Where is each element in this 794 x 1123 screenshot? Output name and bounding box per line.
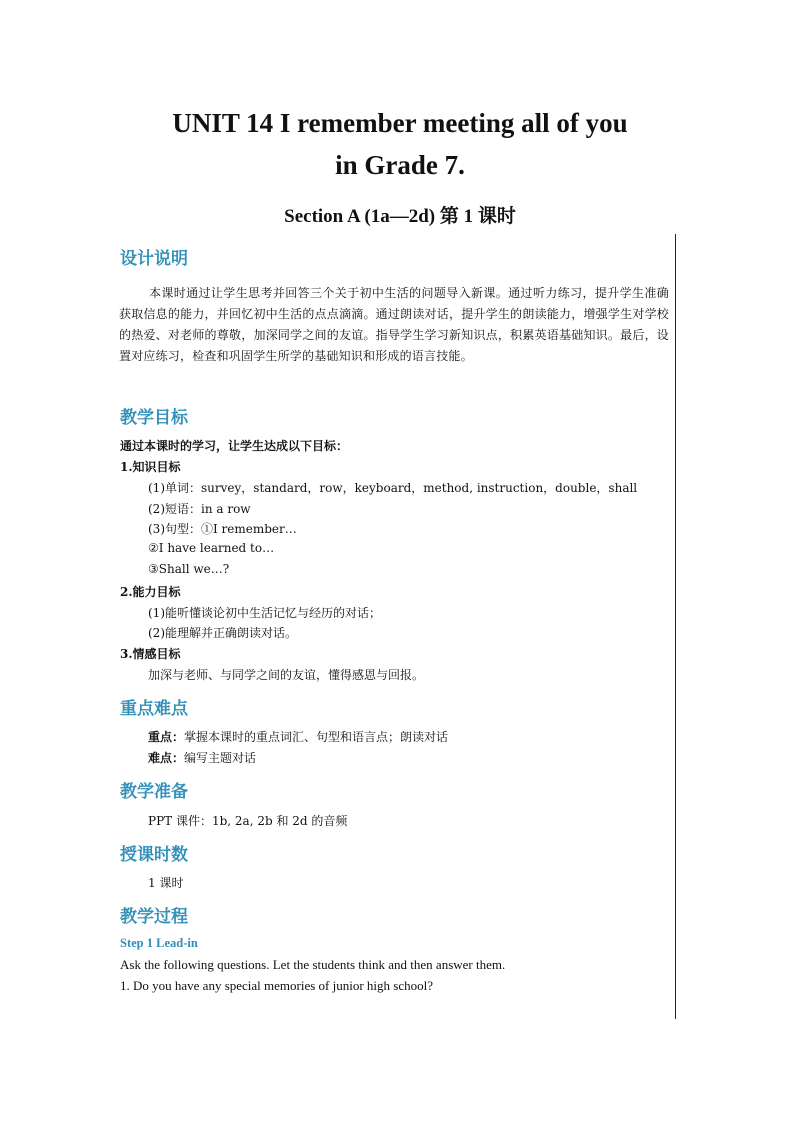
knowledge-phrases: (2)短语：in a row [148,502,251,516]
section-subtitle: Section A (1a—2d) 第 1 课时 [284,206,516,227]
knowledge-sentence-2: ②I have learned to… [148,541,275,555]
ability-goals-title: 2.能力目标 [120,585,181,599]
emotion-goal-1: 加深与老师、与同学之间的友谊，懂得感恩与回报。 [148,668,425,682]
difficulty-label: 难点： [148,751,185,765]
unit-title-line-2: in Grade 7. [335,150,465,180]
ability-goal-1: (1)能听懂谈论初中生活记忆与经历的对话； [148,606,381,620]
unit-title-line-1: UNIT 14 I remember meeting all of you [172,108,628,138]
design-heading: 设计说明 [120,249,188,269]
knowledge-words: (1)单词：survey，standard，row，keyboard，method, instruction，double，shall [148,481,638,495]
goals-heading: 教学目标 [120,408,188,428]
goals-intro: 通过本课时的学习，让学生达成以下目标： [120,439,349,453]
knowledge-goals-title: 1.知识目标 [120,460,181,474]
difficulty-text: 编写主题对话 [184,751,257,765]
knowledge-sentence-3: ③Shall we…? [148,562,230,576]
process-line-1: Ask the following questions. Let the students think and then answer them. [120,957,506,972]
knowledge-sentence-1: (3)句型：①I remember… [148,522,297,536]
hours-heading: 授课时数 [120,845,188,865]
key-points-heading: 重点难点 [120,699,188,719]
focus-text: 掌握本课时的重点词汇、句型和语言点；朗读对话 [184,730,449,744]
focus-line [148,728,448,745]
preparation-text: PPT 课件：1b, 2a, 2b 和 2d 的音频 [148,814,348,828]
ability-goal-2: (2)能理解并正确朗读对话。 [148,626,297,640]
hours-text: 1 课时 [148,876,184,890]
design-paragraph: 本课时通过让学生思考并回答三个关于初中生活的问题导入新课。通过听力练习，提升学生准确获取信息的能力，并回忆初中生活的点点滴滴。通过朗读对话，提升学生的朗读能力，增强学生对学校的热爱、对老师的尊敬，加深同学之间的友谊。指导学生学习新知识点，积累英语基础知识。最后，设置对应练习，检查和巩固学生所学的基础知识和形成的语言技能。 [119,286,669,363]
emotion-goals-title: 3.情感目标 [120,647,181,661]
margin-rule [675,234,676,1019]
focus-label: 重点： [148,730,185,744]
process-line-2: 1. Do you have any special memories of junior high school? [120,978,434,993]
difficulty-line [148,749,256,766]
step-1-heading: Step 1 Lead-in [120,936,198,950]
preparation-heading: 教学准备 [120,782,188,802]
process-heading: 教学过程 [120,907,188,927]
